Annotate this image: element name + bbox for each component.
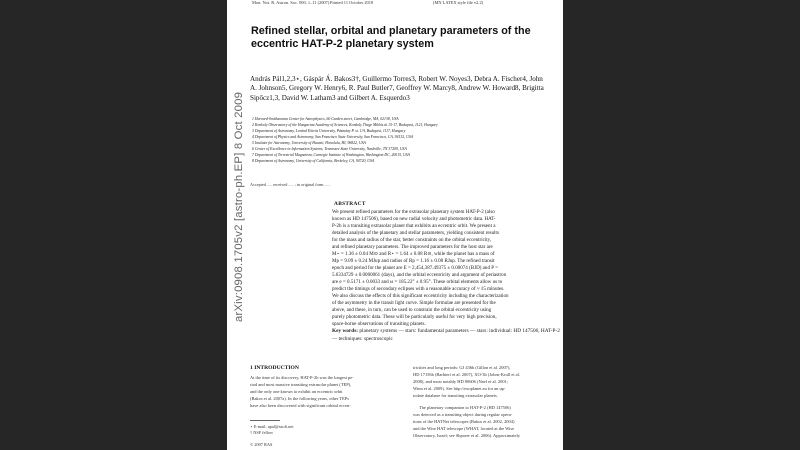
right-column-line: tions of the HATNet telescopes (Bakos et al. 2002, 2004)	[413, 419, 515, 424]
abstract-line: We present refined parameters for the extrasolar planetary system HAT-P-2 (also	[332, 209, 495, 215]
affiliation-4: 4 Department of Physics and Astronomy, San Francisco State University, San Francisco, CA, 94132, USA	[252, 135, 414, 139]
left-column-line: have also been discovered with significant orbital eccen-	[250, 403, 351, 408]
abstract-line: are e = 0.5171 ± 0.0033 and ω = 185.22° ± 0.95°. These orbital elements allow us to	[332, 279, 503, 285]
affiliation-7: 7 Department of Terrestrial Magnetism, Carnegie Institute of Washington, Washington DC, 20015, USA	[252, 153, 410, 157]
affiliation-2: 2 Konkoly Observatory of the Hungarian Academy of Sciences, Konkoly Thege Miklós út 15-17, Budapest, 1121, Hungary	[252, 123, 438, 127]
left-column-line: At the time of its discovery, HAT-P-2b was the longest pe-	[250, 375, 354, 380]
right-column-line: 2008), and most notably HD 80606 (Naef et al. 2001;	[413, 379, 509, 384]
paper-title: Refined stellar, orbital and planetary parameters of the eccentric HAT-P-2 planetary system	[251, 25, 531, 50]
abstract-line: detailed analysis of the planetary and stellar parameters, yielding consistent results	[332, 230, 499, 236]
printed-date: Printed 11 October 2018	[330, 0, 374, 5]
footnote-rule	[250, 420, 280, 421]
abstract-line: purely photometric data. These will be particularly useful for very high precision,	[332, 314, 497, 320]
section-heading: 1 INTRODUCTION	[250, 365, 299, 371]
abstract-line: 5.6334729 ± 0.0000061 (days), and the orbital eccentricity and argument of periastron	[332, 272, 507, 278]
abstract-line: for the mass and radius of the star, better constraints on the orbital eccentricity,	[332, 237, 492, 243]
left-column-line: and the only one known to exhibit an eccentric orbit	[250, 389, 343, 394]
left-column-line: riod and most massive transiting extrasolar planet (TEP),	[250, 382, 352, 387]
abstract-line: We also discuss the effects of this significant eccentricity including the characterization	[332, 293, 509, 299]
abstract-line: above, and these, in turn, can be used to constrain the orbital eccentricity using	[332, 307, 492, 313]
author-list: András Pál1,2,3⋆, Gáspár Á. Bakos3†, Guillermo Torres3, Robert W. Noyes3, Debra A. Fischer4, John A. Johnson5, Gregory W. Henry6, R. Paul Butler7, Geoffrey W. Marcy8, Andrew W. Howard8, Brigitta Sipőcz1,3, David W. Latham3 and Gilbert A. Esquerdo3	[250, 75, 544, 102]
right-column-line: tricities and long periods: GJ 436b (Gillon et al. 2007),	[413, 365, 511, 370]
footnote-fellow: † NSF fellow	[250, 430, 274, 435]
abstract-line: space-borne observations of transiting planets.	[332, 321, 426, 327]
right-column-line: todate database for transiting extrasolar planets.	[413, 393, 498, 398]
journal-ref: Mon. Not. R. Astron. Soc. 000, 1–11 (2007)	[252, 0, 330, 5]
abstract-line: of the asymmetry in the transit light curve. Simple formulae are presented for the	[332, 300, 496, 306]
paper-page	[227, 0, 563, 450]
abstract-line: P-2b is a transiting extrasolar planet that exhibits an eccentric orbit. We present a	[332, 223, 496, 229]
abstract-line: and refined planetary parameters. The improved parameters for the host star are	[332, 244, 493, 250]
affiliation-3: 3 Department of Astronomy, Loránd Eötvös University, Pázmány P. st. 1/A, Budapest, 1117, Hungary	[252, 129, 406, 133]
affiliation-1: 1 Harvard-Smithsonian Center for Astrophysics, 60 Garden street, Cambridge, MA, 02138, USA	[252, 117, 399, 121]
keywords	[332, 328, 563, 343]
affiliation-8: 8 Department of Astronomy, University of California, Berkeley, CA, 94720, USA	[252, 159, 375, 163]
arxiv-identifier: arXiv:0908.1705v2 [astro-ph.EP] 8 Oct 2009	[233, 91, 245, 322]
right-column-line: The planetary companion to HAT-P-2 (HD 147506)	[419, 405, 511, 410]
abstract-line: predict the timings of secondary eclipses with a reasonable accuracy of ≈ 15 minutes.	[332, 286, 505, 292]
keywords-text: planetary systems — stars: fundamental parameters — stars: individual: HD 147506, HAT-P-2 — techniques: spectroscopic	[332, 328, 560, 342]
right-column-line: and the Wise HAT telescope (WHAT, located at the Wise	[413, 426, 515, 431]
right-column-line: Winn et al. 2009). See http://exoplanet.eu for an up-	[413, 386, 506, 391]
abstract-line: epoch and period for the planet are E = 2,454,387.49375 ± 0.00074 (BJD) and P =	[332, 265, 498, 271]
abstract-line: Mp = 9.09 ± 0.24 MJup and radius of Rp = 1.16 ± 0.08 RJup. The refined transit	[332, 258, 495, 264]
left-column-line: (Bakos et al. 2007a). In the following years, other TEPs	[250, 396, 350, 401]
abstract-line: M⋆ = 1.36 ± 0.04 M⊙ and R⋆ = 1.64 ± 0.08 R⊙, while the planet has a mass of	[332, 251, 495, 257]
right-column-line: HD 17156b (Barbieri et al. 2007), XO-3b (Johns-Krull et al.	[413, 372, 520, 377]
keywords-label: Key words:	[332, 328, 359, 334]
abstract-heading: ABSTRACT	[334, 201, 366, 207]
footnote-email: ⋆ E-mail: apal@szofi.net	[250, 424, 294, 429]
accepted-line: Accepted ..... received ..... ; in original form .....	[250, 182, 330, 187]
right-column-line: Observatory, Israel; see Shporer et al. 2006). Approximately	[413, 433, 520, 438]
copyright: © 2007 RAS	[250, 442, 273, 447]
affiliation-6: 6 Center of Excellence in Information Systems, Tennessee State University, Nashville, TN 37209, USA	[252, 147, 407, 151]
affiliation-5: 5 Institute for Astronomy, University of Hawaii, Honolulu, HI, 96822, USA	[252, 141, 366, 145]
abstract-line: known as HD 147506), based on new radial velocity and photometric data. HAT-	[332, 216, 496, 222]
style-file: (MN LATEX style file v2.2)	[433, 0, 484, 5]
right-column-line: was detected as a transiting object during regular opera-	[413, 412, 513, 417]
